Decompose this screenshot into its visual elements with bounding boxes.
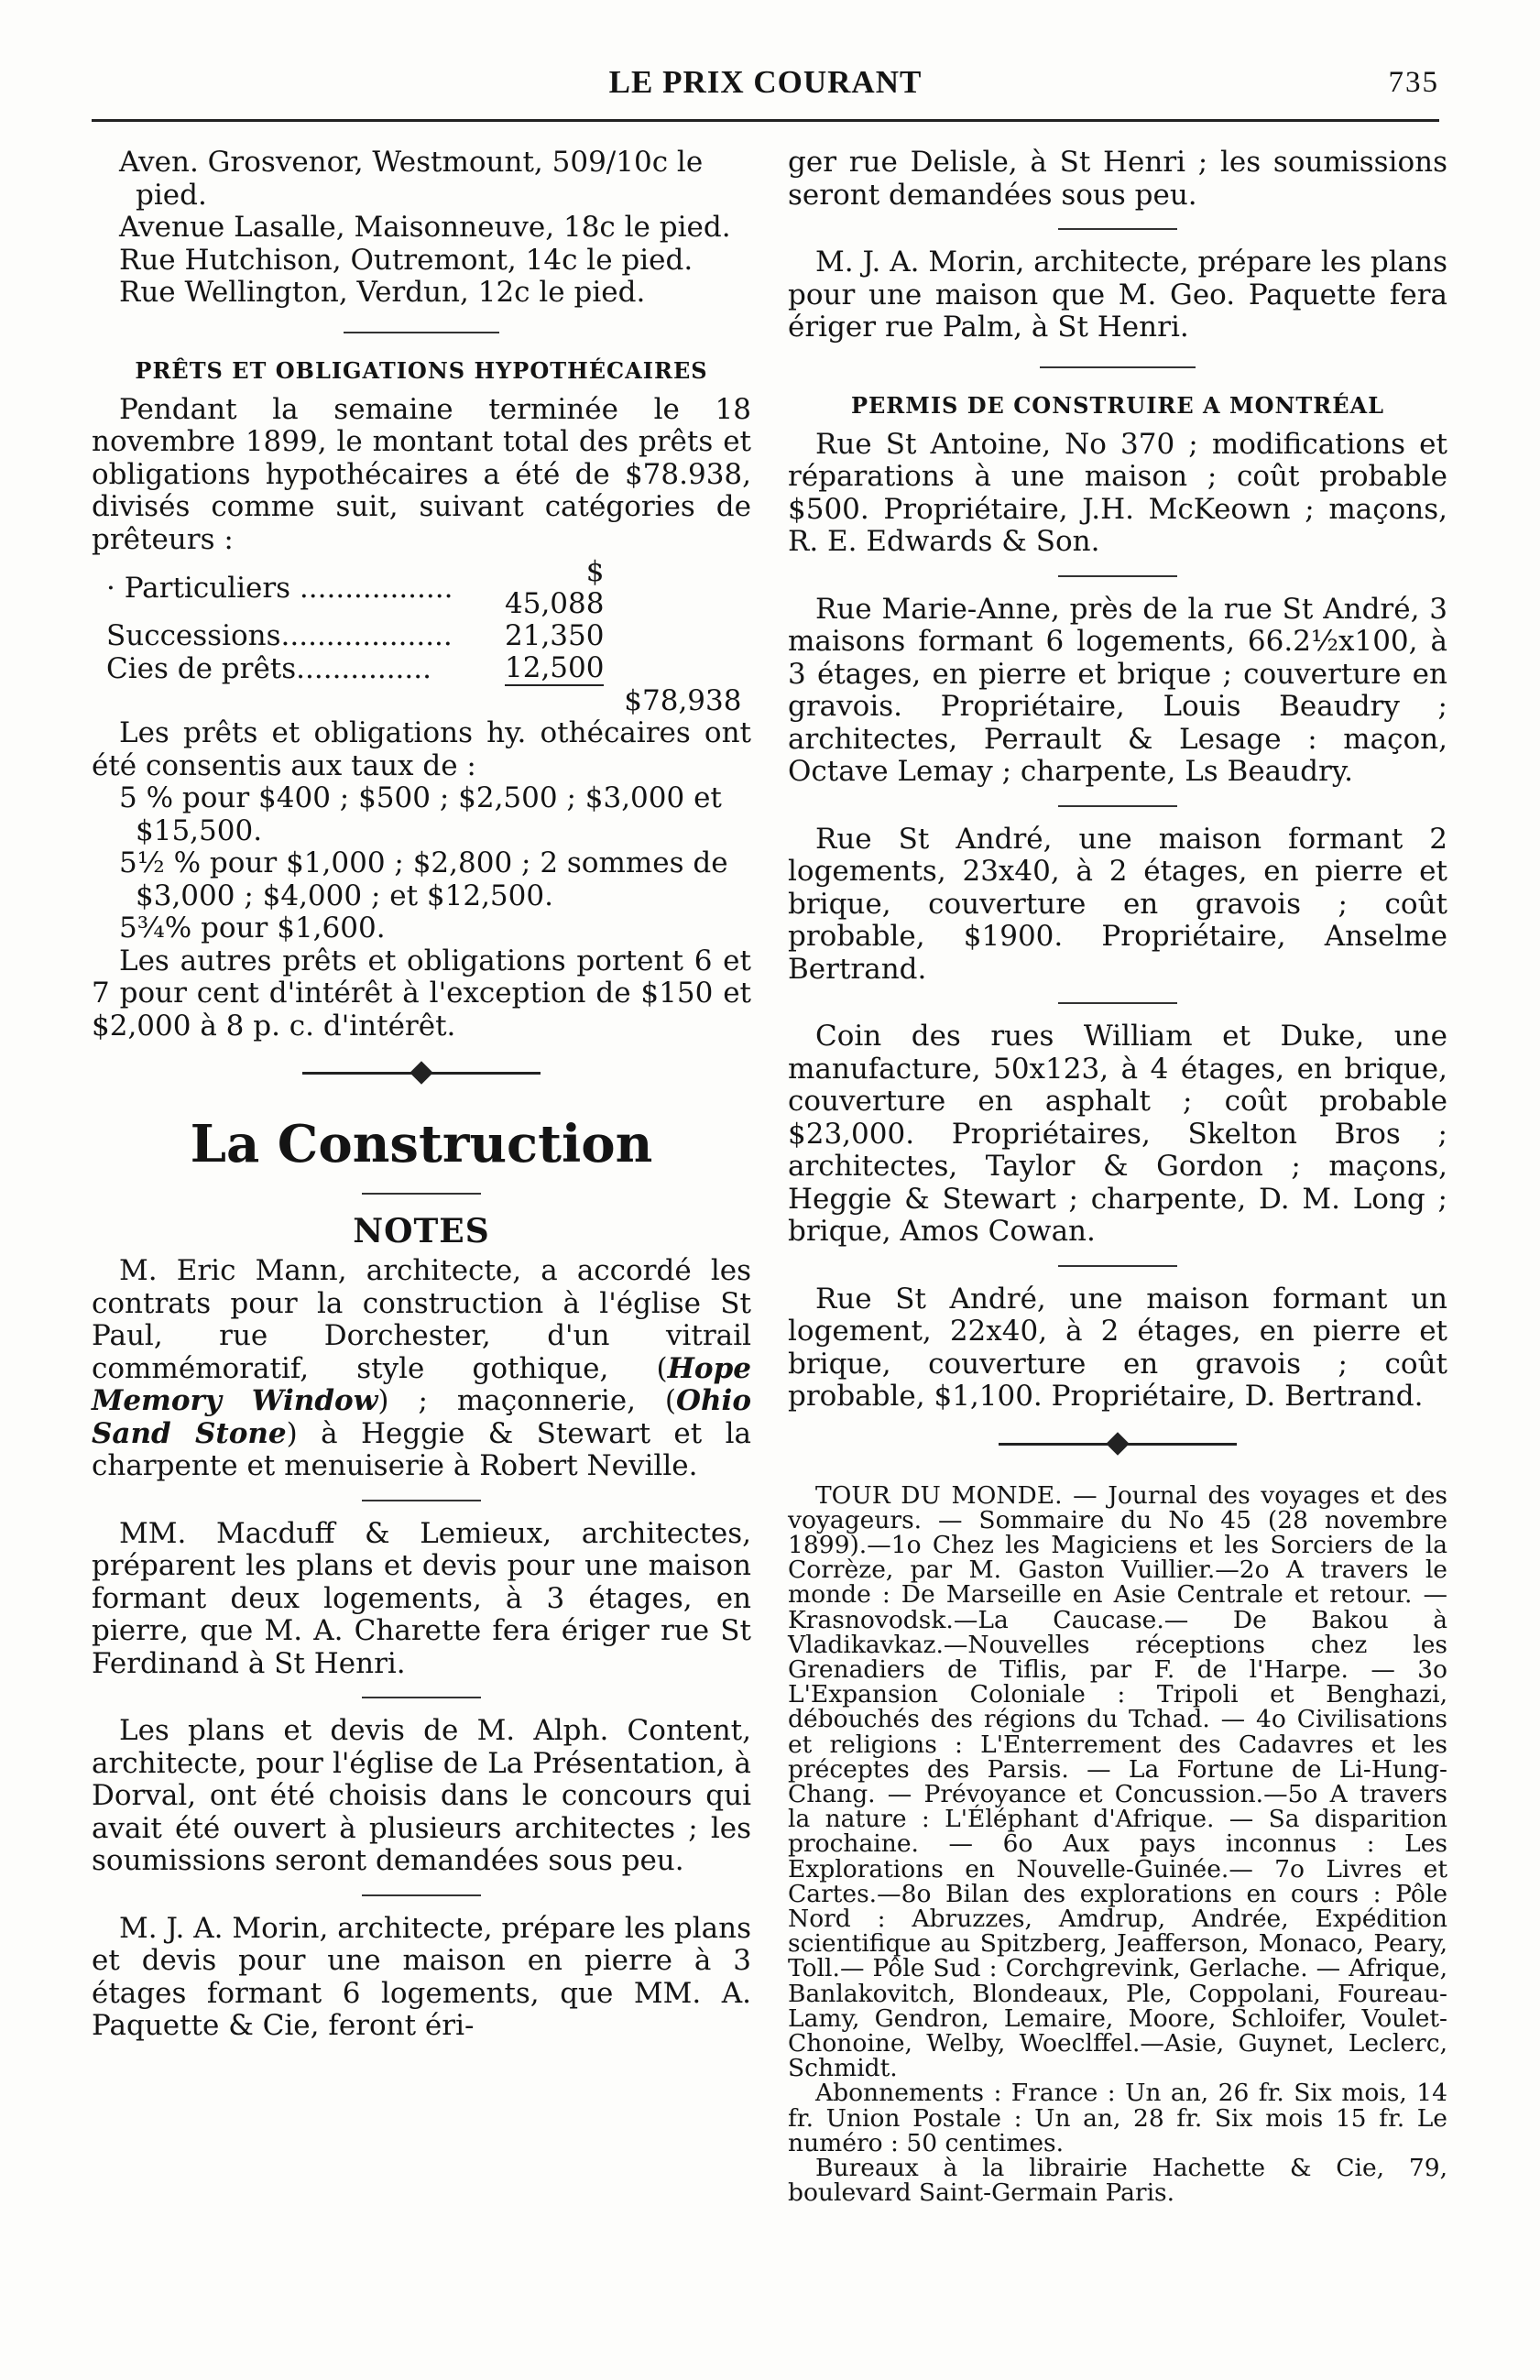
permits-heading: PERMIS DE CONSTRUIRE A MONTRÉAL: [850, 391, 1385, 419]
divider: [1058, 805, 1177, 807]
journal-title: LE PRIX COURANT: [608, 64, 923, 100]
divider: [362, 1697, 481, 1698]
lender-amount: 12,500: [505, 651, 605, 684]
price-line: Rue Wellington, Verdun, 12c le pied.: [119, 276, 646, 309]
header-rule: [92, 119, 1439, 122]
price-line: Rue Hutchison, Outremont, 14c le pied.: [119, 243, 694, 277]
lender-amount: 21,350: [505, 619, 605, 652]
note-paragraph: MM. Macduff & Lemieux, architectes, préparent les plans et devis pour une maison formant deux logements, à 3 étages, en pierre, que M. A. Charette fera ériger rue St Ferdinand à St Henri.: [92, 1516, 751, 1680]
note-continuation: ger rue Delisle, à St Henri ; les soumissions seront demandées sous peu.: [788, 146, 1447, 212]
rates-note: Les autres prêts et obligations portent 6 et 7 pour cent d'intérêt à l'exception de $150 et $2,000 à 8 p. c. d'intérêt.: [92, 944, 751, 1043]
emphasis: Hope Memory Window: [92, 1351, 751, 1417]
loans-total: $78,938: [624, 684, 742, 717]
divider: [344, 332, 499, 333]
loans-heading: PRÊTS ET OBLIGATIONS HYPOTHÉCAIRES: [135, 356, 708, 384]
publisher-address: Bureaux à la librairie Hachette & Cie, 79, boulevard Saint-Germain Paris.: [788, 2153, 1447, 2208]
lenders-table: [106, 556, 741, 717]
divider: [1058, 228, 1177, 230]
permit-entry: Rue St André, une maison formant un logement, 22x40, à 2 étages, en pierre et brique, couverture en gravois ; coût probable, $1,100. Propriétaire, D. Bertrand.: [788, 1282, 1447, 1413]
note-paragraph: M. Eric Mann, architecte, a accordé les contrats pour la construction à l'église St Paul, rue Dorchester, d'un vitrail commémoratif, style gothique, (Hope Memory Window) ; maçonnerie, (Ohio Sand Stone) à Heggie & Stewart et la charpente et menuiserie à Robert Neville.: [92, 1254, 752, 1482]
notes-heading: NOTES: [353, 1212, 490, 1250]
divider: [1040, 366, 1196, 368]
note-paragraph: M. J. A. Morin, architecte, prépare les plans pour une maison que M. Geo. Paquette fera ériger rue Palm, à St Henri.: [788, 246, 1447, 344]
table-row: [106, 620, 741, 652]
tour-du-monde-notice: [788, 1480, 1447, 2208]
rate-line: 5 % pour $400 ; $500 ; $2,500 ; $3,000 et $15,500.: [119, 781, 722, 847]
divider: [362, 1500, 481, 1501]
permit-entry: Rue St Antoine, No 370 ; modifications et réparations à une maison ; coût probable $500. Propriétaire, J.H. McKeown ; maçons, R. E. Edwards & Son.: [788, 427, 1447, 558]
divider: [1058, 1265, 1177, 1267]
divider: [1058, 1002, 1177, 1004]
lender-label: Cies de prêts...............: [106, 651, 431, 685]
section-title: La Construction: [190, 1114, 653, 1174]
note-paragraph: M. J. A. Morin, architecte, prépare les plans et devis pour une maison en pierre à 3 étages formant 6 logements, que MM. A. Paquette & Cie, feront éri-: [92, 1911, 751, 2042]
rates-intro: Les prêts et obligations hy. othécaires ont été consentis aux taux de :: [92, 716, 751, 782]
divider: [362, 1894, 481, 1896]
emphasis: Ohio Sand Stone: [92, 1384, 752, 1450]
table-row: [106, 556, 741, 620]
section-ornament: [999, 1430, 1237, 1457]
table-row: [106, 652, 741, 685]
permit-entry: Rue St André, une maison formant 2 logements, 23x40, à 2 étages, en pierre et brique, couverture en gravois ; coût probable, $1900. Propriétaire, Anselme Bertrand.: [788, 822, 1447, 986]
price-line: Avenue Lasalle, Maisonneuve, 18c le pied.: [119, 211, 731, 244]
lender-label: Successions...................: [106, 619, 453, 652]
right-column: [788, 146, 1447, 2208]
lender-label: · Particuliers .................: [106, 571, 453, 605]
left-column: [92, 147, 751, 2043]
note-paragraph: Les plans et devis de M. Alph. Content, architecte, pour l'église de La Présentation, à Dorval, ont été choisis dans le concours qui avait été ouvert à plusieurs architectes ; les soumissions seront demandées sous peu.: [92, 1714, 751, 1877]
page-header: [92, 64, 1439, 112]
divider: [1058, 575, 1177, 577]
divider: [362, 1193, 481, 1195]
tour-summary: TOUR DU MONDE. — Journal des voyages et des voyageurs. — Sommaire du No 45 (28 novembre 1899).—1o Chez les Magiciens et les Sorciers de la Corrèze, par M. Gaston Vuillier.—2o A travers le monde : De Marseille en Asie Centrale et retour. —Krasnovodsk.—La Caucase.— De Bakou à Vladikavkaz.—Nouvelles réceptions chez les Grenadiers de Tiflis, par F. de l'Harpe. — 3o L'Expansion Coloniale : Tripoli et Benghazi, débouchés des régions du Tchad. — 4o Civilisations et religions : L'Enterrement des Cadavres et les préceptes des Parsis. — La Fortune de Li-Hung-Chang. — Prévoyance et Concussion.—5o A travers la nature : L'Éléphant d'Afrique. — Sa disparition prochaine. — 6o Aux pays inconnus : Les Explorations en Nouvelle-Guinée.— 7o Livres et Cartes.—8o Bilan des explorations en cours : Pôle Nord : Abruzzes, Amdrup, Andrée, Expédition scientifique au Spitzberg, Jeafferson, Monaco, Peary, Toll.— Pôle Sud : Corchgrevink, Gerlache. — Afrique, Banlakovitch, Blondeaux, Ple, Coppolani, Foureau-Lamy, Gendron, Lemaire, Moore, Schloifer, Voulet-Chonoine, Welby, Woeclffel.—Asie, Guynet, Leclerc, Schmidt.: [788, 1480, 1447, 2083]
section-ornament: [302, 1059, 541, 1086]
permit-entry: Coin des rues William et Duke, une manufacture, 50x123, à 4 étages, en brique, couverture en asphalt ; coût probable $23,000. Propriétaires, Skelton Bros ; architectes, Taylor & Gordon ; maçons, Heggie & Stewart ; charpente, D. M. Long ; brique, Amos Cowan.: [788, 1020, 1447, 1248]
page-number: 735: [1388, 66, 1439, 99]
subscription-info: Abonnements : France : Un an, 26 fr. Six mois, 14 fr. Union Postale : Un an, 28 fr. Six mois 15 fr. Le numéro : 50 centimes.: [788, 2079, 1447, 2157]
permit-entry: Rue Marie-Anne, près de la rue St André, 3 maisons formant 6 logements, 66.2½x100, à 3 étages, en pierre et brique ; couverture en gravois. Propriétaire, Louis Beaudry ; architectes, Perrault & Lesage : maçon, Octave Lemay ; charpente, Ls Beaudry.: [788, 592, 1447, 788]
table-row: [106, 685, 741, 717]
rate-line: 5½ % pour $1,000 ; $2,800 ; 2 sommes de $3,000 ; $4,000 ; et $12,500.: [119, 846, 728, 912]
rate-line: 5¾% pour $1,600.: [119, 912, 386, 944]
loans-intro: Pendant la semaine terminée le 18 novembre 1899, le montant total des prêts et obligations hypothécaires a été de $78.938, divisés comme suit, suivant catégories de prêteurs :: [92, 392, 751, 556]
lender-amount: $ 45,088: [505, 555, 605, 620]
price-line: Aven. Grosvenor, Westmount, 509/10c le pied.: [119, 146, 704, 212]
